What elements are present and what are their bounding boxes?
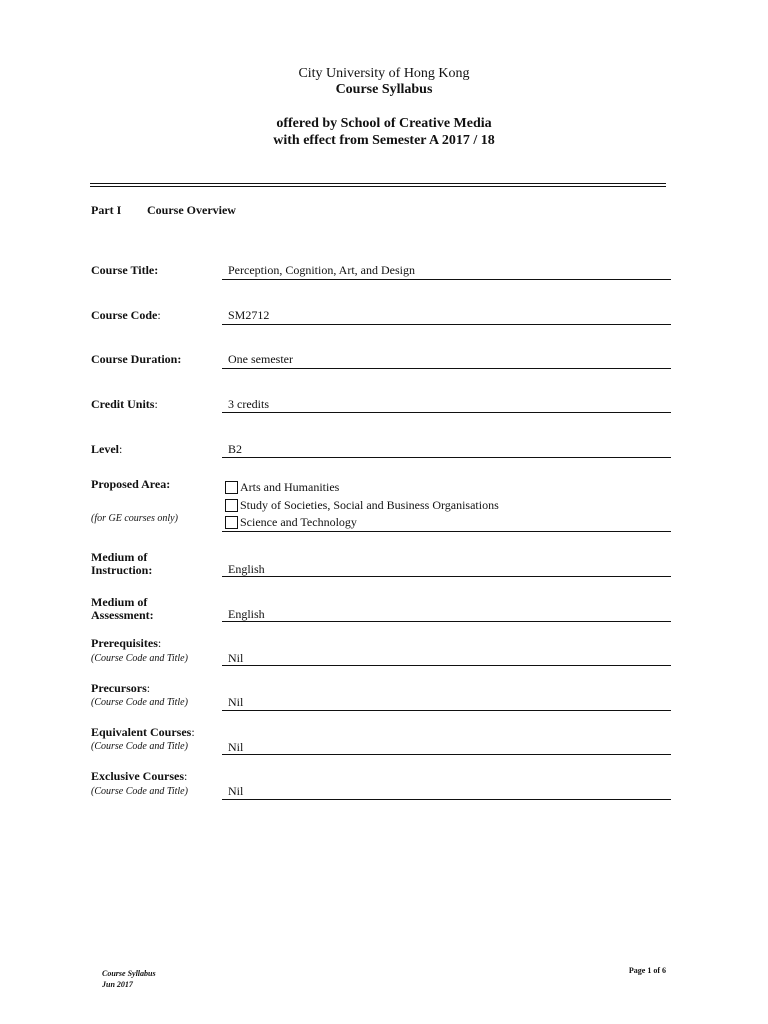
checkbox-icon[interactable] (225, 516, 238, 529)
course-duration-value: One semester (228, 352, 293, 366)
precursors-label: Precursors: (91, 681, 151, 695)
area-option-arts[interactable]: Arts and Humanities (225, 480, 339, 495)
course-title-label: Course Title: (91, 263, 159, 277)
prerequisites-label: Prerequisites: (91, 636, 162, 650)
precursors-value: Nil (228, 695, 244, 709)
credit-units-label: Credit Units: (91, 397, 158, 411)
level-value: B2 (228, 442, 243, 456)
exclusive-courses-note: (Course Code and Title) (91, 786, 188, 797)
course-title-value: Perception, Cognition, Art, and Design (228, 263, 415, 277)
level-underline (222, 457, 671, 458)
area-option-science[interactable]: Science and Technology (225, 515, 357, 530)
prerequisites-value: Nil (228, 651, 244, 665)
medium-instruction-value: English (228, 562, 265, 576)
offered-by: offered by School of Creative Media (276, 116, 492, 131)
precursors-underline (222, 710, 671, 711)
area-option-societies[interactable]: Study of Societies, Social and Business Organisations (225, 498, 499, 513)
equivalent-courses-note: (Course Code and Title) (91, 741, 188, 752)
checkbox-icon[interactable] (225, 499, 238, 512)
part-title: Course Overview (147, 203, 236, 217)
equivalent-courses-underline (222, 754, 671, 755)
prerequisites-note: (Course Code and Title) (91, 653, 188, 664)
level-label: Level: (91, 442, 123, 456)
page-number: Page 1 of 6 (628, 966, 666, 975)
course-duration-underline (222, 368, 671, 369)
exclusive-courses-underline (222, 799, 671, 800)
prerequisites-underline (222, 665, 671, 666)
equivalent-courses-value: Nil (228, 740, 244, 754)
medium-assessment-underline (222, 621, 671, 622)
medium-instruction-label: Medium of Instruction: (91, 550, 153, 577)
medium-assessment-value: English (228, 607, 265, 621)
equivalent-courses-label: Equivalent Courses: (91, 725, 195, 739)
precursors-note: (Course Code and Title) (91, 697, 188, 708)
proposed-area-label: Proposed Area: (91, 477, 171, 491)
part-number: Part I (91, 203, 122, 217)
medium-assessment-label: Medium of Assessment: (91, 595, 154, 622)
course-code-value: SM2712 (228, 308, 270, 322)
proposed-area-underline (222, 531, 671, 532)
footer-date: Jun 2017 (102, 980, 133, 989)
proposed-area-note: (for GE courses only) (91, 513, 178, 524)
medium-instruction-underline (222, 576, 671, 577)
course-code-label: Course Code: (91, 308, 161, 322)
university-name: City University of Hong Kong (298, 66, 470, 81)
header-rule-bottom (90, 186, 666, 187)
course-duration-label: Course Duration: (91, 352, 182, 366)
checkbox-icon[interactable] (225, 481, 238, 494)
exclusive-courses-value: Nil (228, 784, 244, 798)
document-title: Course Syllabus (335, 82, 433, 97)
header-rule-top (90, 183, 666, 184)
exclusive-courses-label: Exclusive Courses: (91, 769, 188, 783)
credit-units-underline (222, 412, 671, 413)
course-code-underline (222, 324, 671, 325)
effect-date: with effect from Semester A 2017 / 18 (273, 133, 495, 148)
footer-doc-name: Course Syllabus (102, 969, 156, 978)
course-title-underline (222, 279, 671, 280)
credit-units-value: 3 credits (228, 397, 269, 411)
